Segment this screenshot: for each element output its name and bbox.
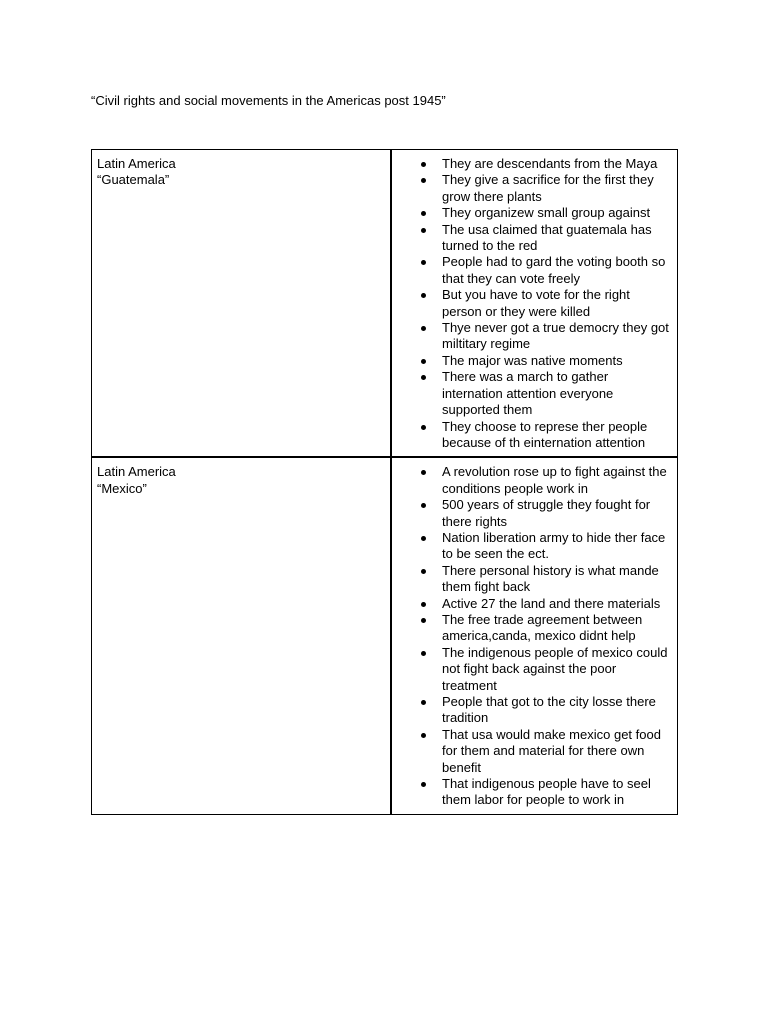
country-label: “Guatemala” bbox=[97, 172, 170, 188]
notes-cell bbox=[391, 457, 678, 814]
list-item bbox=[392, 287, 671, 320]
list-item bbox=[392, 156, 671, 172]
region-cell bbox=[92, 457, 392, 814]
notes-table-body bbox=[92, 150, 678, 815]
list-item bbox=[392, 419, 671, 452]
list-item bbox=[392, 464, 671, 497]
bullet-dot-icon bbox=[421, 536, 426, 541]
list-item bbox=[392, 596, 671, 612]
bullet-text: The major was native moments bbox=[442, 352, 623, 368]
list-item bbox=[392, 776, 671, 809]
list-item bbox=[392, 222, 671, 255]
bullet-text: They give a sacrifice for the first they grow there plants bbox=[442, 172, 654, 204]
bullet-dot-icon bbox=[421, 651, 426, 656]
bullet-dot-icon bbox=[421, 733, 426, 738]
bullet-dot-icon bbox=[421, 425, 426, 430]
list-item bbox=[392, 205, 671, 221]
region-label: Latin America bbox=[97, 156, 176, 171]
list-item bbox=[392, 172, 671, 205]
bullet-text: There personal history is what mande them fight back bbox=[442, 562, 659, 595]
bullet-dot-icon bbox=[421, 228, 426, 233]
list-item bbox=[392, 320, 671, 353]
bullet-text: The usa claimed that guatemala has turned to the red bbox=[442, 221, 652, 254]
list-item bbox=[392, 563, 671, 596]
bullet-dot-icon bbox=[421, 470, 426, 475]
bullet-dot-icon bbox=[421, 178, 426, 183]
bullet-text: A revolution rose up to fight against the conditions people work in bbox=[442, 464, 667, 496]
bullet-dot-icon bbox=[421, 260, 426, 265]
bullet-text: Thye never got a true democry they got miltitary regime bbox=[442, 320, 669, 352]
list-item bbox=[392, 645, 671, 694]
bullet-dot-icon bbox=[421, 359, 426, 364]
bullet-dot-icon bbox=[421, 293, 426, 298]
document-title: “Civil rights and social movements in the Americas post 1945” bbox=[91, 93, 446, 108]
country-label: “Mexico” bbox=[97, 480, 147, 496]
bullet-dot-icon bbox=[421, 162, 426, 167]
region-cell bbox=[92, 150, 392, 458]
bullet-dot-icon bbox=[421, 618, 426, 623]
bullet-dot-icon bbox=[421, 375, 426, 380]
bullet-dot-icon bbox=[421, 211, 426, 216]
bullet-dot-icon bbox=[421, 569, 426, 574]
notes-cell bbox=[391, 150, 678, 458]
bullet-text: The free trade agreement between america,canda, mexico didnt help bbox=[442, 611, 643, 644]
bullet-text: People that got to the city losse there tradition bbox=[442, 694, 656, 726]
table-row bbox=[92, 150, 678, 458]
notes-table bbox=[91, 149, 678, 815]
bullet-list bbox=[392, 464, 671, 809]
bullet-dot-icon bbox=[421, 602, 426, 607]
bullet-text: They are descendants from the Maya bbox=[442, 156, 658, 171]
list-item bbox=[392, 694, 671, 727]
list-item bbox=[392, 530, 671, 563]
bullet-text: But you have to vote for the right person or they were killed bbox=[442, 287, 630, 319]
bullet-text: That usa would make mexico get food for them and material for there own benefit bbox=[442, 726, 661, 775]
list-item bbox=[392, 727, 671, 776]
bullet-dot-icon bbox=[421, 782, 426, 787]
bullet-text: 500 years of struggle they fought for there rights bbox=[442, 497, 651, 529]
region-label: Latin America bbox=[97, 464, 176, 480]
bullet-text: They choose to represe ther people because of th einternation attention bbox=[442, 418, 648, 450]
table-row bbox=[92, 457, 678, 814]
bullet-text: Nation liberation army to hide ther face to be seen the ect. bbox=[442, 529, 666, 562]
bullet-dot-icon bbox=[421, 503, 426, 508]
bullet-text: People had to gard the voting booth so that they can vote freely bbox=[442, 254, 666, 286]
list-item bbox=[392, 497, 671, 530]
bullet-text: The indigenous people of mexico could not fight back against the poor treatment bbox=[442, 644, 668, 693]
list-item bbox=[392, 353, 671, 369]
bullet-dot-icon bbox=[421, 326, 426, 331]
bullet-list bbox=[392, 156, 671, 451]
list-item bbox=[392, 369, 671, 418]
bullet-dot-icon bbox=[421, 700, 426, 705]
list-item bbox=[392, 254, 671, 287]
bullet-text: They organizew small group against bbox=[442, 205, 651, 221]
bullet-text: There was a march to gather internation attention everyone supported them bbox=[442, 369, 614, 418]
bullet-text: That indigenous people have to seel them labor for people to work in bbox=[442, 776, 651, 808]
bullet-text: Active 27 the land and there materials bbox=[442, 595, 661, 611]
list-item bbox=[392, 612, 671, 645]
